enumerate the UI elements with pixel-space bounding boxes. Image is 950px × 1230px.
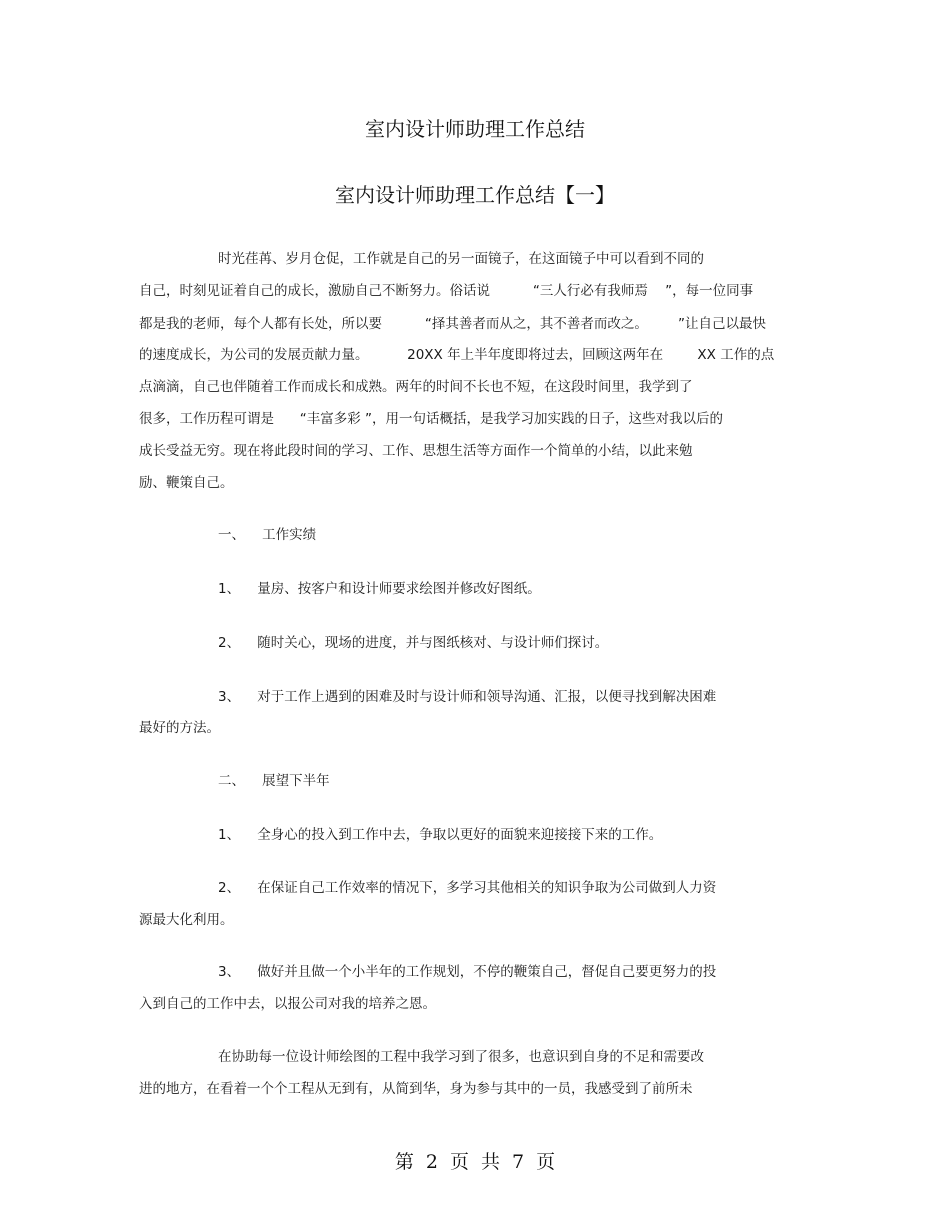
paragraph-line: 成长受益无穷。现在将此段时间的学习、工作、思想生活等方面作一个简单的小结，以此来勉 <box>139 443 693 459</box>
paragraph-line: 都是我的老师，每个人都有长处，所以要 “择其善者而从之，其不善者而改之。 ”让自己以最快 <box>139 316 766 332</box>
list-item: 3、 对于工作上遇到的困难及时与设计师和领导沟通、汇报，以便寻找到解决困难 <box>218 689 717 705</box>
list-item: 3、 做好并且做一个小半年的工作规划，不停的鞭策自己，督促自己要更努力的投 <box>218 964 717 980</box>
paragraph-line: 在协助每一位设计师绘图的工程中我学习到了很多，也意识到自身的不足和需要改 <box>218 1049 704 1065</box>
paragraph-line: 的速度成长，为公司的发展贡献力量。 20XX 年上半年度即将过去，回顾这两年在 XX 工作的点 <box>139 347 775 363</box>
list-item-continuation: 源最大化利用。 <box>139 912 234 928</box>
section-heading: 一、 工作实绩 <box>218 527 317 543</box>
document-subtitle: 室内设计师助理工作总结【一】 <box>335 183 615 207</box>
page-footer: 第 2 页 共 7 页 <box>394 1151 556 1173</box>
paragraph-line: 进的地方，在看着一个个工程从无到有，从简到华，身为参与其中的一员，我感受到了前所未 <box>139 1081 693 1097</box>
list-item: 1、 量房、按客户和设计师要求绘图并修改好图纸。 <box>218 581 541 597</box>
list-item-continuation: 入到自己的工作中去，以报公司对我的培养之恩。 <box>139 996 436 1012</box>
paragraph-line: 自己，时刻见证着自己的成长，激励自己不断努力。俗话说 “三人行必有我师焉 ”，每一位同事 <box>139 283 754 299</box>
paragraph-line: 很多，工作历程可谓是 “丰富多彩 ”，用一句话概括，是我学习加实践的日子，这些对我以后的 <box>139 411 724 427</box>
list-item-continuation: 最好的方法。 <box>139 720 220 736</box>
paragraph-line: 时光荏苒、岁月仓促，工作就是自己的另一面镜子，在这面镜子中可以看到不同的 <box>218 251 704 267</box>
document-title: 室内设计师助理工作总结 <box>365 117 585 141</box>
list-item: 2、 在保证自己工作效率的情况下，多学习其他相关的知识争取为公司做到人力资 <box>218 880 717 896</box>
list-item: 2、 随时关心，现场的进度，并与图纸核对、与设计师们探讨。 <box>218 635 609 651</box>
list-item: 1、 全身心的投入到工作中去，争取以更好的面貌来迎接接下来的工作。 <box>218 827 663 843</box>
paragraph-line: 点滴滴，自己也伴随着工作而成长和成熟。两年的时间不长也不短，在这段时间里，我学到了 <box>139 379 693 395</box>
section-heading: 二、 展望下半年 <box>218 773 330 789</box>
paragraph-line: 励、鞭策自己。 <box>139 475 234 491</box>
